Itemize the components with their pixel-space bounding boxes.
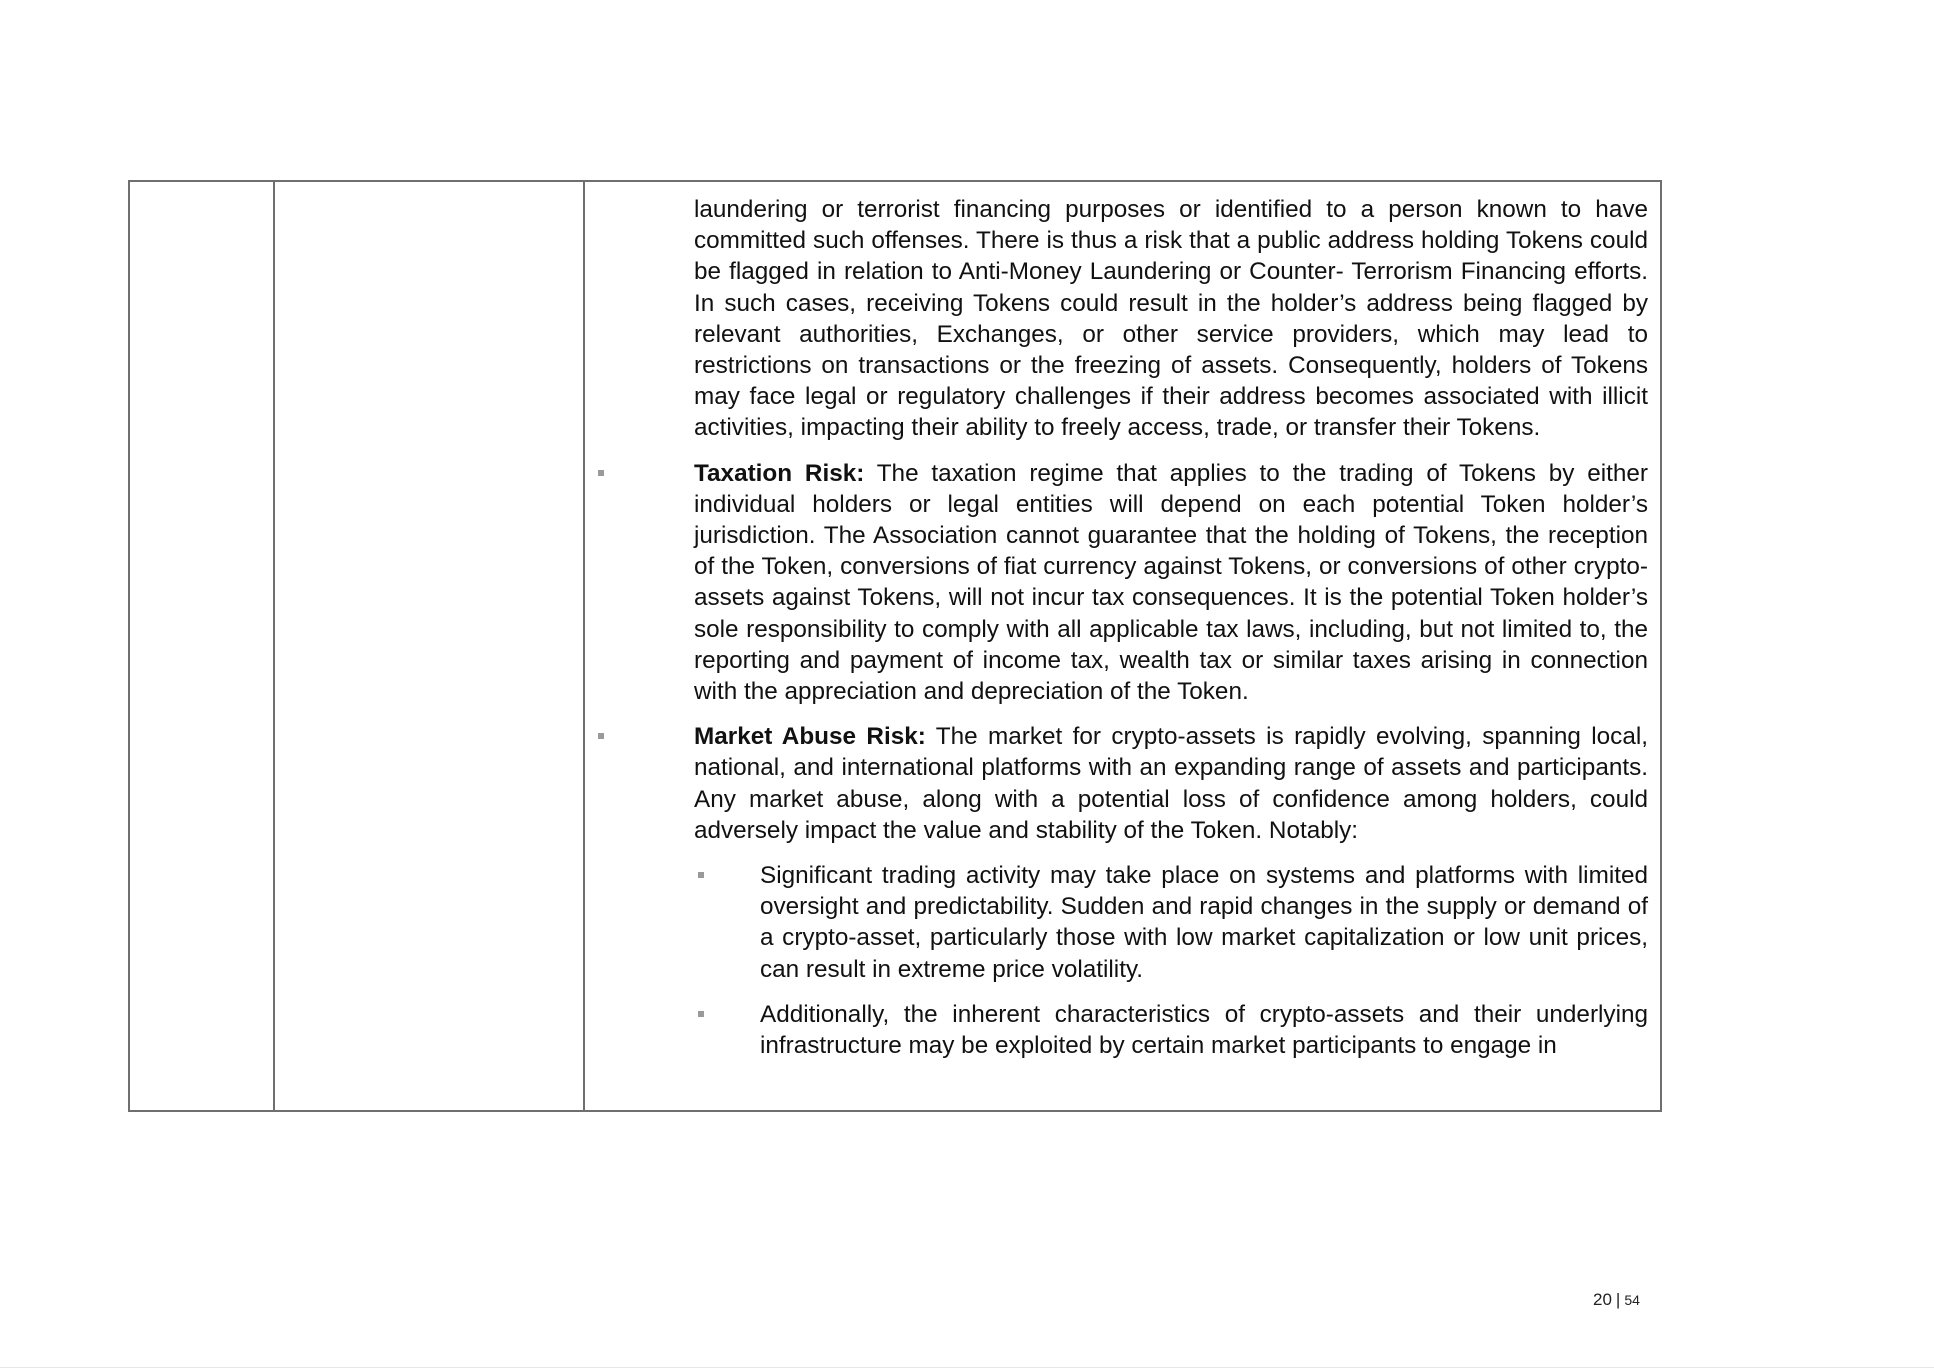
page-separator: |: [1615, 1290, 1621, 1309]
page-total: 54: [1624, 1292, 1640, 1308]
bullet-market-abuse-risk: [694, 721, 1648, 1061]
square-bullet-icon: [598, 733, 604, 739]
risk-description-cell: [694, 194, 1648, 1075]
bullet-taxation-risk: [694, 458, 1648, 708]
column-divider: [273, 182, 275, 1110]
risk-label: Taxation Risk:: [694, 459, 865, 487]
page-current: 20: [1593, 1290, 1612, 1309]
column-divider: [583, 182, 585, 1110]
square-bullet-icon: [698, 1011, 704, 1017]
sub-bullet-item: [760, 860, 1648, 985]
sub-bullet-list: [694, 860, 1648, 1061]
risk-text: The taxation regime that applies to the trading of Tokens by either individual holders or legal entities will depend on each potential Token holder’s jurisdiction. The Association cannot guarantee that the holding of Tokens, the reception of the Token, conversions of fiat currency against Tokens, or conversions of other crypto-assets against Tokens, will not incur tax consequences. It is the potential Token holder’s sole responsibility to comply with all applicable tax laws, including, but not limited to, the reporting and payment of income tax, wealth tax or similar taxes arising in connection with the appreciation and depreciation of the Token.: [694, 459, 1649, 706]
risk-label: Market Abuse Risk:: [694, 723, 926, 751]
sub-bullet-item: [760, 999, 1648, 1061]
square-bullet-icon: [598, 470, 604, 476]
sub-bullet-text: Additionally, the inherent characteristics of crypto-assets and their underlying infrastructure may be exploited by certain market participants to engage in: [760, 1000, 1648, 1060]
risk-text: The market for crypto-assets is rapidly evolving, spanning local, national, and international platforms with an expanding range of assets and participants. Any market abuse, along with a potential loss of confidence among holders, could adversely impact the value and stability of the Token. Notably:: [694, 723, 1648, 844]
sub-bullet-text: Significant trading activity may take place on systems and platforms with limited oversight and predictability. Sudden and rapid changes in the supply or demand of a crypto-asset, particularly those with low market capitalization or low unit prices, can result in extreme price volatility.: [760, 862, 1648, 983]
bullet-paragraph: [694, 721, 1648, 846]
square-bullet-icon: [698, 872, 704, 878]
bullet-paragraph: [694, 458, 1648, 708]
continuation-paragraph: laundering or terrorist financing purposes or identified to a person known to have committed such offenses. There is thus a risk that a public address holding Tokens could be flagged in relation to Anti-Money Laundering or Counter- Terrorism Financing efforts. In such cases, receiving Tokens could result in the holder’s address being flagged by relevant authorities, Exchanges, or other service providers, which may lead to restrictions on transactions or the freezing of assets. Consequently, holders of Tokens may face legal or regulatory challenges if their address becomes associated with illicit activities, impacting their ability to freely access, trade, or transfer their Tokens.: [694, 196, 1648, 442]
page-number: [1593, 1290, 1640, 1310]
